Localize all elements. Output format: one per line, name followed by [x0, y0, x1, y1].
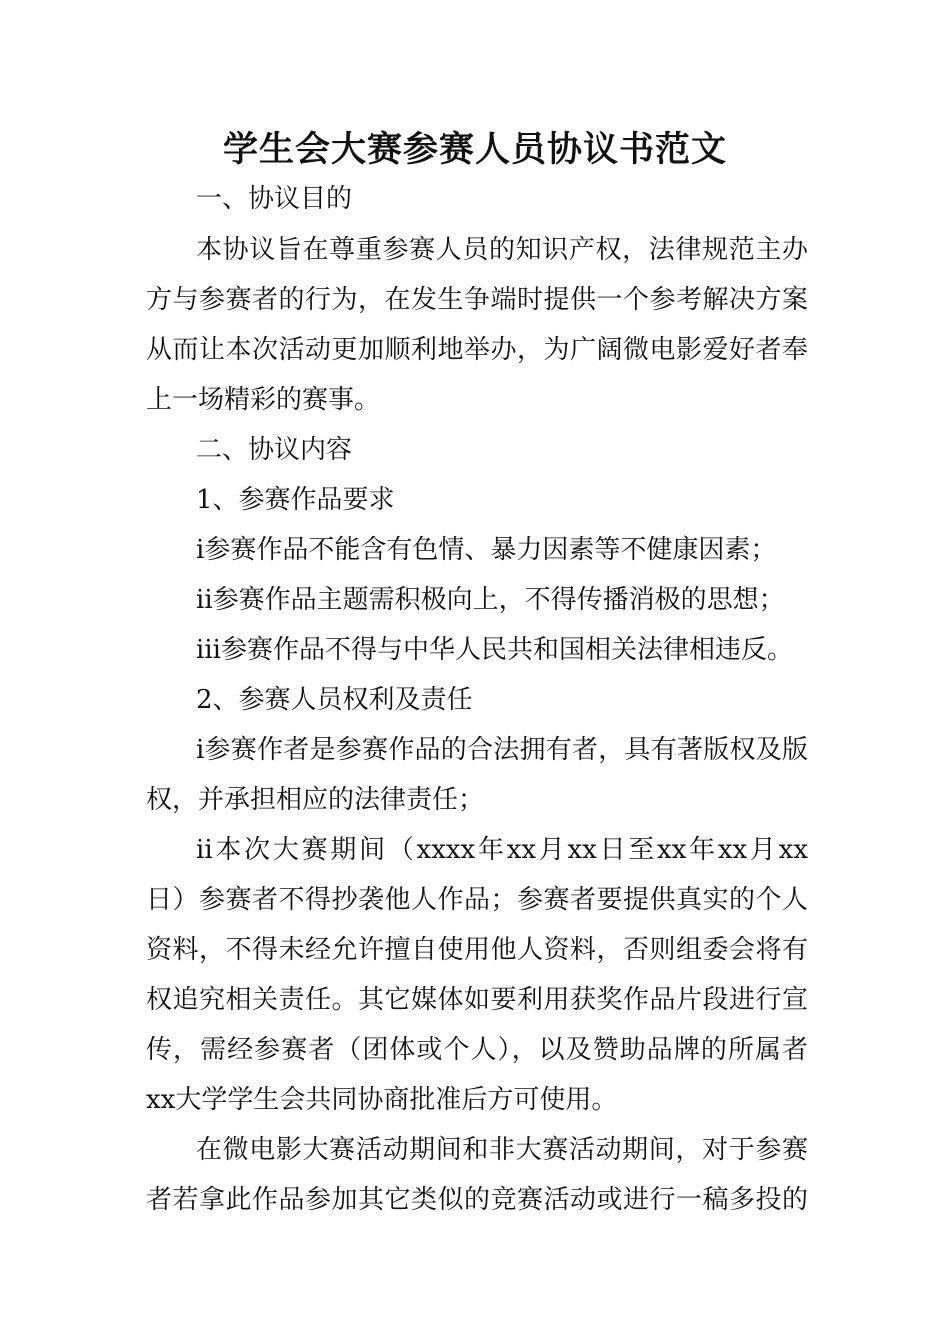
list-item: ii参赛作品主题需积极向上，不得传播消极的思想； — [196, 585, 785, 615]
paragraph-line: xx大学学生会共同协商批准后方可使用。 — [146, 1085, 618, 1115]
list-item: i参赛作品不能含有色情、暴力因素等不健康因素； — [196, 535, 777, 565]
list-item: iii参赛作品不得与中华人民共和国相关法律相违反。 — [196, 635, 793, 665]
paragraph-line: 方与参赛者的行为，在发生争端时提供一个参考解决方案 — [146, 285, 808, 315]
paragraph-line: 从而让本次活动更加顺利地举办，为广阔微电影爱好者奉 — [146, 335, 808, 365]
paragraph-line: 本协议旨在尊重参赛人员的知识产权，法律规范主办 — [196, 235, 808, 265]
paragraph-line: 权追究相关责任。其它媒体如要利用获奖作品片段进行宣 — [146, 985, 808, 1015]
heading-agreement-content: 二、协议内容 — [196, 435, 353, 465]
subheading-rights-responsibilities: 2、参赛人员权利及责任 — [196, 685, 473, 715]
paragraph-line: 上一场精彩的赛事。 — [146, 385, 381, 415]
subheading-entry-requirements: 1、参赛作品要求 — [196, 485, 395, 515]
paragraph-line: 日）参赛者不得抄袭他人作品；参赛者要提供真实的个人 — [146, 885, 808, 915]
paragraph-line: i参赛作者是参赛作品的合法拥有者，具有著版权及版 — [196, 735, 808, 765]
paragraph-line: 资料，不得未经允许擅自使用他人资料，否则组委会将有 — [146, 935, 808, 965]
paragraph-line: ii本次大赛期间（xxxx年xx月xx日至xx年xx月xx — [196, 835, 808, 865]
document-title: 学生会大赛参赛人员协议书范文 — [222, 130, 727, 170]
paragraph-line: 者若拿此作品参加其它类似的竞赛活动或进行一稿多投的 — [146, 1185, 808, 1215]
paragraph-line: 传，需经参赛者（团体或个人），以及赞助品牌的所属者 — [146, 1035, 808, 1065]
paragraph-line: 在微电影大赛活动期间和非大赛活动期间，对于参赛 — [196, 1135, 808, 1165]
heading-agreement-purpose: 一、协议目的 — [196, 184, 353, 214]
paragraph-line: 权，并承担相应的法律责任； — [146, 785, 485, 815]
